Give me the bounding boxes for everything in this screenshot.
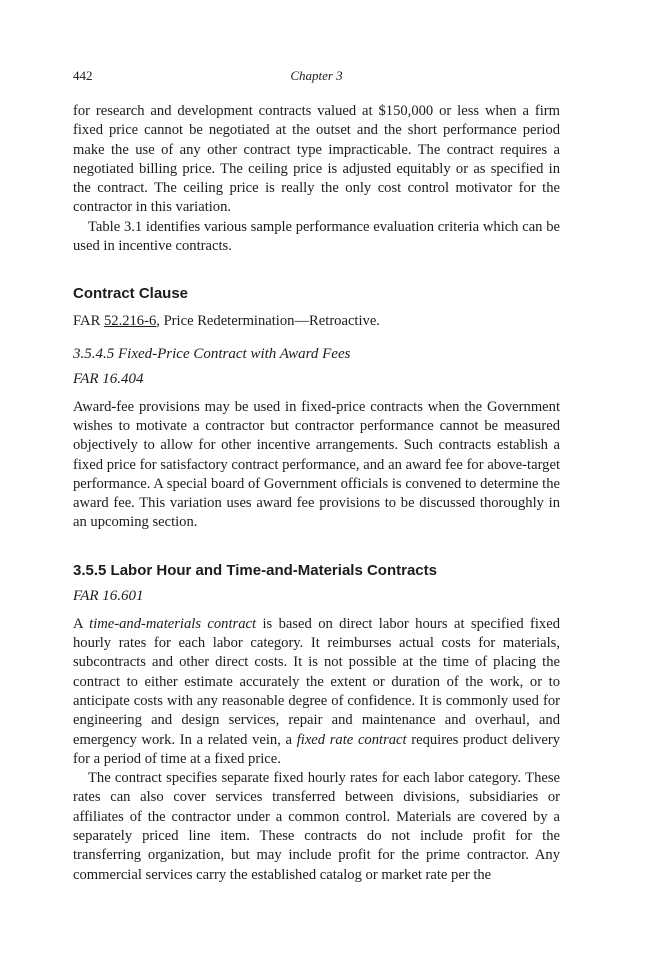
far-reference: FAR 16.601	[73, 587, 144, 604]
far-reference: FAR 16.404	[73, 370, 144, 387]
subsection-heading-3-5-4-5: 3.5.4.5 Fixed-Price Contract with Award Fees	[73, 345, 351, 362]
clause-suffix: , Price Redetermination—Retroactive.	[156, 313, 380, 330]
text-run: A	[73, 615, 90, 632]
text-run: is based on direct labor hours at specified fixed hourly rates for each labor category. It reimburses actual costs for materials, subcontracts and other direct costs. It is not possible at the time of placing the contract to either estimate accurately the extent or duration of the work, or to anticipate costs with any reasonable degree of confidence. It is commonly used for engineering and design services, repair and maintenance and overhaul, and emergency work. In a related vein, a	[73, 615, 560, 748]
body-paragraph: The contract specifies separate fixed hourly rates for each labor category. These rates can also cover services transferred between divisions, subsidiaries or affiliates of the contractor under a common control. Materials are covered by a separately priced line item. These contracts do not include profit for the transferring organization, but may include profit for the prime contractor. Any commercial services carry the established catalog or market rate per the	[73, 770, 560, 883]
body-paragraph: Table 3.1 identifies various sample performance evaluation criteria which can be used in incentive contracts.	[73, 218, 560, 255]
section-heading-3-5-5: 3.5.5 Labor Hour and Time-and-Materials Contracts	[73, 561, 437, 579]
running-head: Chapter 3	[290, 68, 343, 83]
page-body	[73, 102, 560, 885]
page-header	[73, 67, 560, 85]
far-link[interactable]: 52.216-6	[103, 313, 157, 330]
body-paragraph: Award-fee provisions may be used in fixed-price contracts when the Government wishes to motivate a contractor but contractor performance cannot be measured objectively to allow for other incentive arrangements. Such contracts establish a fixed price for satisfactory contract performance, and an award fee for above-target performance. A special board of Government officials is convened to determine the award fee. This variation uses award fee provisions to be discussed thoroughly in an upcoming section.	[73, 398, 560, 531]
emphasis-term: time-and-materials contract	[89, 615, 257, 632]
page-number: 442	[73, 68, 93, 83]
clause-prefix: FAR	[73, 313, 104, 330]
body-paragraph	[73, 615, 560, 769]
emphasis-term: fixed rate contract	[296, 731, 407, 748]
section-heading-contract-clause: Contract Clause	[73, 285, 189, 303]
contract-clause-paragraph	[73, 312, 560, 331]
text-run: requires product delivery for a period of time at a fixed price.	[73, 731, 561, 767]
body-paragraph: for research and development contracts valued at $150,000 or less when a firm fixed price cannot be negotiated at the outset and the short performance period make the use of any other contract type impracticable. The contract requires a negotiated billing price. The ceiling price is adjusted equitably or as specified in the contract. The ceiling price is really the only cost control motivator for the contractor in this variation.	[73, 103, 560, 216]
